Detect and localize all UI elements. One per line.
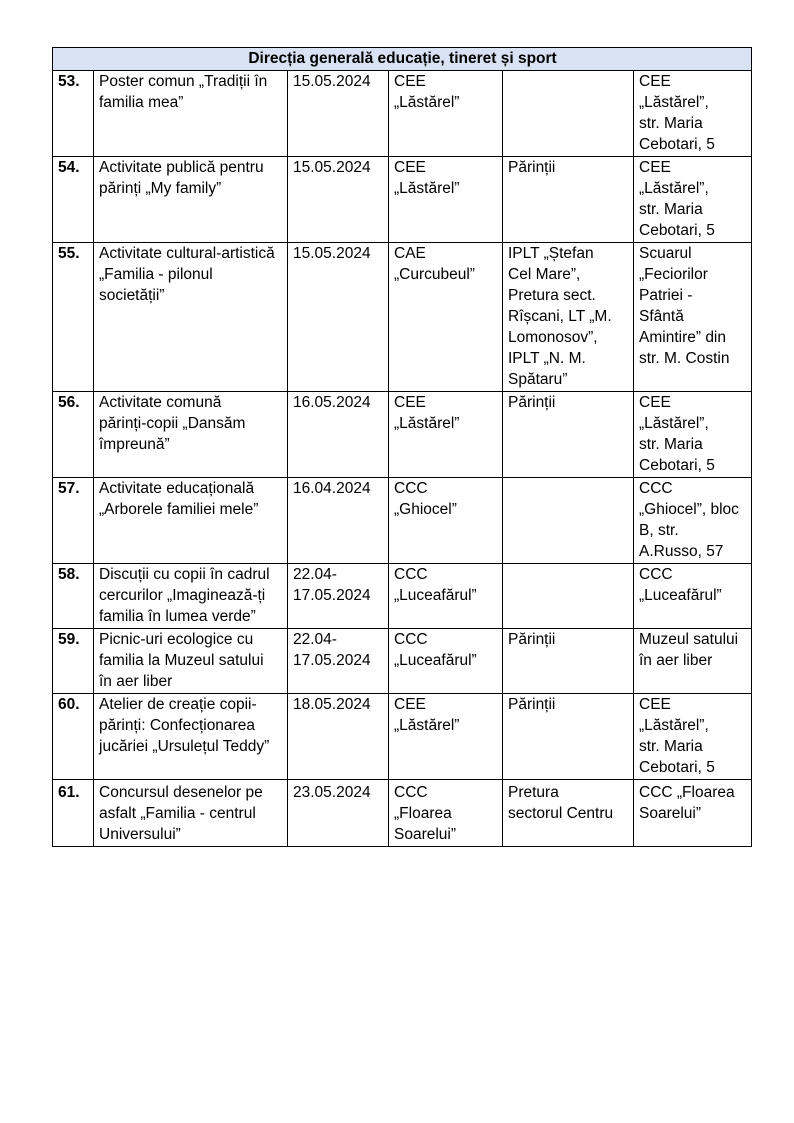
activity-organizer [389, 694, 503, 780]
section-title: Direcția generală educație, tineret și sport [53, 48, 752, 71]
activity-date [288, 780, 389, 847]
activity-location-line: CEE [639, 73, 671, 90]
activity-location-line: „Lăstărel”, [639, 415, 709, 432]
activity-title [94, 780, 288, 847]
activity-date-line: 22.04- [293, 566, 337, 583]
activity-organizer [389, 392, 503, 478]
activity-title-line: societății” [99, 287, 165, 304]
activity-title [94, 694, 288, 780]
activity-partners-line: sectorul Centru [508, 805, 614, 822]
activity-organizer-line: CEE [394, 73, 426, 90]
activity-location [634, 71, 752, 157]
activity-date-line: 17.05.2024 [293, 652, 371, 669]
activity-location-line: „Feciorilor [639, 266, 708, 283]
activity-title-line: jucăriei „Ursulețul Teddy” [99, 738, 270, 755]
activity-location-line: „Lăstărel”, [639, 94, 709, 111]
section-header-row [53, 48, 752, 71]
activity-location-line: „Lăstărel”, [639, 717, 709, 734]
row-number: 57. [53, 478, 94, 564]
activity-location-line: în aer liber [639, 652, 713, 669]
activity-partners-line: Pretura sect. [508, 287, 596, 304]
activity-date [288, 71, 389, 157]
activity-organizer-line: „Lăstărel” [394, 180, 460, 197]
activity-organizer-line: „Luceafărul” [394, 587, 477, 604]
activity-title-line: familia în lumea verde” [99, 608, 256, 625]
activity-organizer [389, 564, 503, 629]
activity-title-line: „Familia - pilonul [99, 266, 213, 283]
activity-organizer-line: CCC [394, 631, 428, 648]
activity-location-line: Amintire” din [639, 329, 726, 346]
activity-date-line: 17.05.2024 [293, 587, 371, 604]
activity-partners [503, 392, 634, 478]
activity-partners [503, 243, 634, 392]
activity-partners-line: Lomonosov”, [508, 329, 598, 346]
activity-location-line: Patriei - [639, 287, 693, 304]
activity-location [634, 780, 752, 847]
activity-title-line: Activitate comună [99, 394, 222, 411]
activity-title-line: Concursul desenelor pe [99, 784, 263, 801]
activity-title [94, 392, 288, 478]
activity-location-line: str. Maria [639, 738, 703, 755]
activity-title-line: asfalt „Familia - centrul [99, 805, 256, 822]
activity-organizer-line: CCC [394, 566, 428, 583]
activity-location-line: Sfântă [639, 308, 684, 325]
activity-partners-line: Părinții [508, 696, 556, 713]
table-row [53, 564, 752, 629]
activity-location [634, 478, 752, 564]
activity-organizer-line: „Curcubeul” [394, 266, 475, 283]
activity-location-line: Cebotari, 5 [639, 136, 715, 153]
activity-location [634, 694, 752, 780]
activity-location-line: CEE [639, 159, 671, 176]
activity-location-line: str. Maria [639, 436, 703, 453]
activity-title-line: părinți „My family” [99, 180, 222, 197]
activity-organizer [389, 780, 503, 847]
activity-organizer-line: CAE [394, 245, 426, 262]
activity-location-line: str. Maria [639, 115, 703, 132]
activity-title [94, 157, 288, 243]
activity-location-line: „Ghiocel”, bloc [639, 501, 739, 518]
activity-location-line: CEE [639, 394, 671, 411]
row-number: 54. [53, 157, 94, 243]
activity-location-line: str. M. Costin [639, 350, 730, 367]
activity-location-line: „Luceafărul” [639, 587, 722, 604]
activity-organizer-line: „Floarea [394, 805, 452, 822]
activity-date [288, 694, 389, 780]
activity-date [288, 629, 389, 694]
activity-location-line: B, str. [639, 522, 679, 539]
activity-location-line: A.Russo, 57 [639, 543, 724, 560]
row-number: 60. [53, 694, 94, 780]
activity-title-line: cercurilor „Imaginează-ți [99, 587, 266, 604]
activity-date [288, 478, 389, 564]
activity-title-line: împreună” [99, 436, 170, 453]
activity-date-line: 15.05.2024 [293, 245, 371, 262]
activity-organizer-line: CEE [394, 394, 426, 411]
activity-partners-line: Părinții [508, 631, 556, 648]
row-number: 53. [53, 71, 94, 157]
activity-title-line: familia la Muzeul satului [99, 652, 264, 669]
table-row [53, 71, 752, 157]
row-number: 55. [53, 243, 94, 392]
activity-title-line: Picnic-uri ecologice cu [99, 631, 254, 648]
activity-partners-line: Părinții [508, 394, 556, 411]
activity-title-line: „Arborele familiei mele” [99, 501, 259, 518]
activity-title-line: familia mea” [99, 94, 184, 111]
activity-location [634, 629, 752, 694]
activity-title [94, 564, 288, 629]
activity-organizer [389, 629, 503, 694]
activity-location-line: Cebotari, 5 [639, 457, 715, 474]
activity-partners [503, 478, 634, 564]
activity-partners-line: Pretura [508, 784, 559, 801]
activity-title-line: Atelier de creație copii- [99, 696, 257, 713]
activity-date [288, 157, 389, 243]
activity-title-line: Universului” [99, 826, 181, 843]
activity-location-line: CCC [639, 480, 673, 497]
activity-organizer-line: „Lăstărel” [394, 717, 460, 734]
table-row [53, 392, 752, 478]
activity-title-line: Poster comun „Tradiții în [99, 73, 268, 90]
activity-location-line: Muzeul satului [639, 631, 739, 648]
activity-title-line: părinți: Confecționarea [99, 717, 255, 734]
activity-partners [503, 780, 634, 847]
activity-location-line: str. Maria [639, 201, 703, 218]
activity-title-line: Activitate educațională [99, 480, 255, 497]
activity-organizer-line: CEE [394, 696, 426, 713]
activity-partners [503, 564, 634, 629]
table-row [53, 478, 752, 564]
activity-title [94, 478, 288, 564]
activity-date [288, 564, 389, 629]
row-number: 58. [53, 564, 94, 629]
activity-location-line: CCC [639, 566, 673, 583]
activity-organizer-line: „Lăstărel” [394, 415, 460, 432]
activity-organizer-line: Soarelui” [394, 826, 457, 843]
activity-title-line: în aer liber [99, 673, 173, 690]
activity-location-line: Cebotari, 5 [639, 759, 715, 776]
activity-title [94, 629, 288, 694]
activity-partners-line: Părinții [508, 159, 556, 176]
activity-title-line: Discuții cu copii în cadrul [99, 566, 270, 583]
activity-location [634, 243, 752, 392]
table-row [53, 780, 752, 847]
row-number: 59. [53, 629, 94, 694]
activity-location-line: CCC „Floarea [639, 784, 735, 801]
table-row [53, 157, 752, 243]
activity-location-line: Scuarul [639, 245, 692, 262]
activity-organizer [389, 157, 503, 243]
activity-title-line: Activitate publică pentru [99, 159, 264, 176]
activity-location [634, 564, 752, 629]
activity-partners [503, 629, 634, 694]
activity-partners-line: Rîșcani, LT „M. [508, 308, 612, 325]
table-row [53, 243, 752, 392]
activity-organizer-line: CEE [394, 159, 426, 176]
activity-location [634, 392, 752, 478]
activity-date-line: 22.04- [293, 631, 337, 648]
activity-partners [503, 157, 634, 243]
activity-location-line: Cebotari, 5 [639, 222, 715, 239]
activity-date-line: 15.05.2024 [293, 159, 371, 176]
row-number: 56. [53, 392, 94, 478]
activity-location-line: „Lăstărel”, [639, 180, 709, 197]
activity-date-line: 15.05.2024 [293, 73, 371, 90]
activity-partners [503, 71, 634, 157]
activity-title-line: părinți-copii „Dansăm [99, 415, 246, 432]
activity-partners [503, 694, 634, 780]
activity-organizer [389, 478, 503, 564]
activity-date-line: 23.05.2024 [293, 784, 371, 801]
activity-organizer-line: „Lăstărel” [394, 94, 460, 111]
activity-organizer-line: „Luceafărul” [394, 652, 477, 669]
activity-partners-line: Spătaru” [508, 371, 568, 388]
activity-date-line: 16.04.2024 [293, 480, 371, 497]
activity-organizer-line: CCC [394, 784, 428, 801]
activity-date-line: 18.05.2024 [293, 696, 371, 713]
activity-date-line: 16.05.2024 [293, 394, 371, 411]
activity-organizer [389, 243, 503, 392]
activity-location-line: Soarelui” [639, 805, 702, 822]
activity-partners-line: IPLT „N. M. [508, 350, 586, 367]
activities-table [52, 47, 752, 847]
activity-title [94, 71, 288, 157]
activity-location-line: CEE [639, 696, 671, 713]
table-row [53, 629, 752, 694]
activity-organizer-line: „Ghiocel” [394, 501, 457, 518]
activity-organizer [389, 71, 503, 157]
activity-title [94, 243, 288, 392]
table-row [53, 694, 752, 780]
activity-partners-line: Cel Mare”, [508, 266, 581, 283]
activity-date [288, 243, 389, 392]
activity-title-line: Activitate cultural-artistică [99, 245, 275, 262]
activity-location [634, 157, 752, 243]
activity-organizer-line: CCC [394, 480, 428, 497]
row-number: 61. [53, 780, 94, 847]
activity-date [288, 392, 389, 478]
activity-partners-line: IPLT „Ștefan [508, 245, 594, 262]
